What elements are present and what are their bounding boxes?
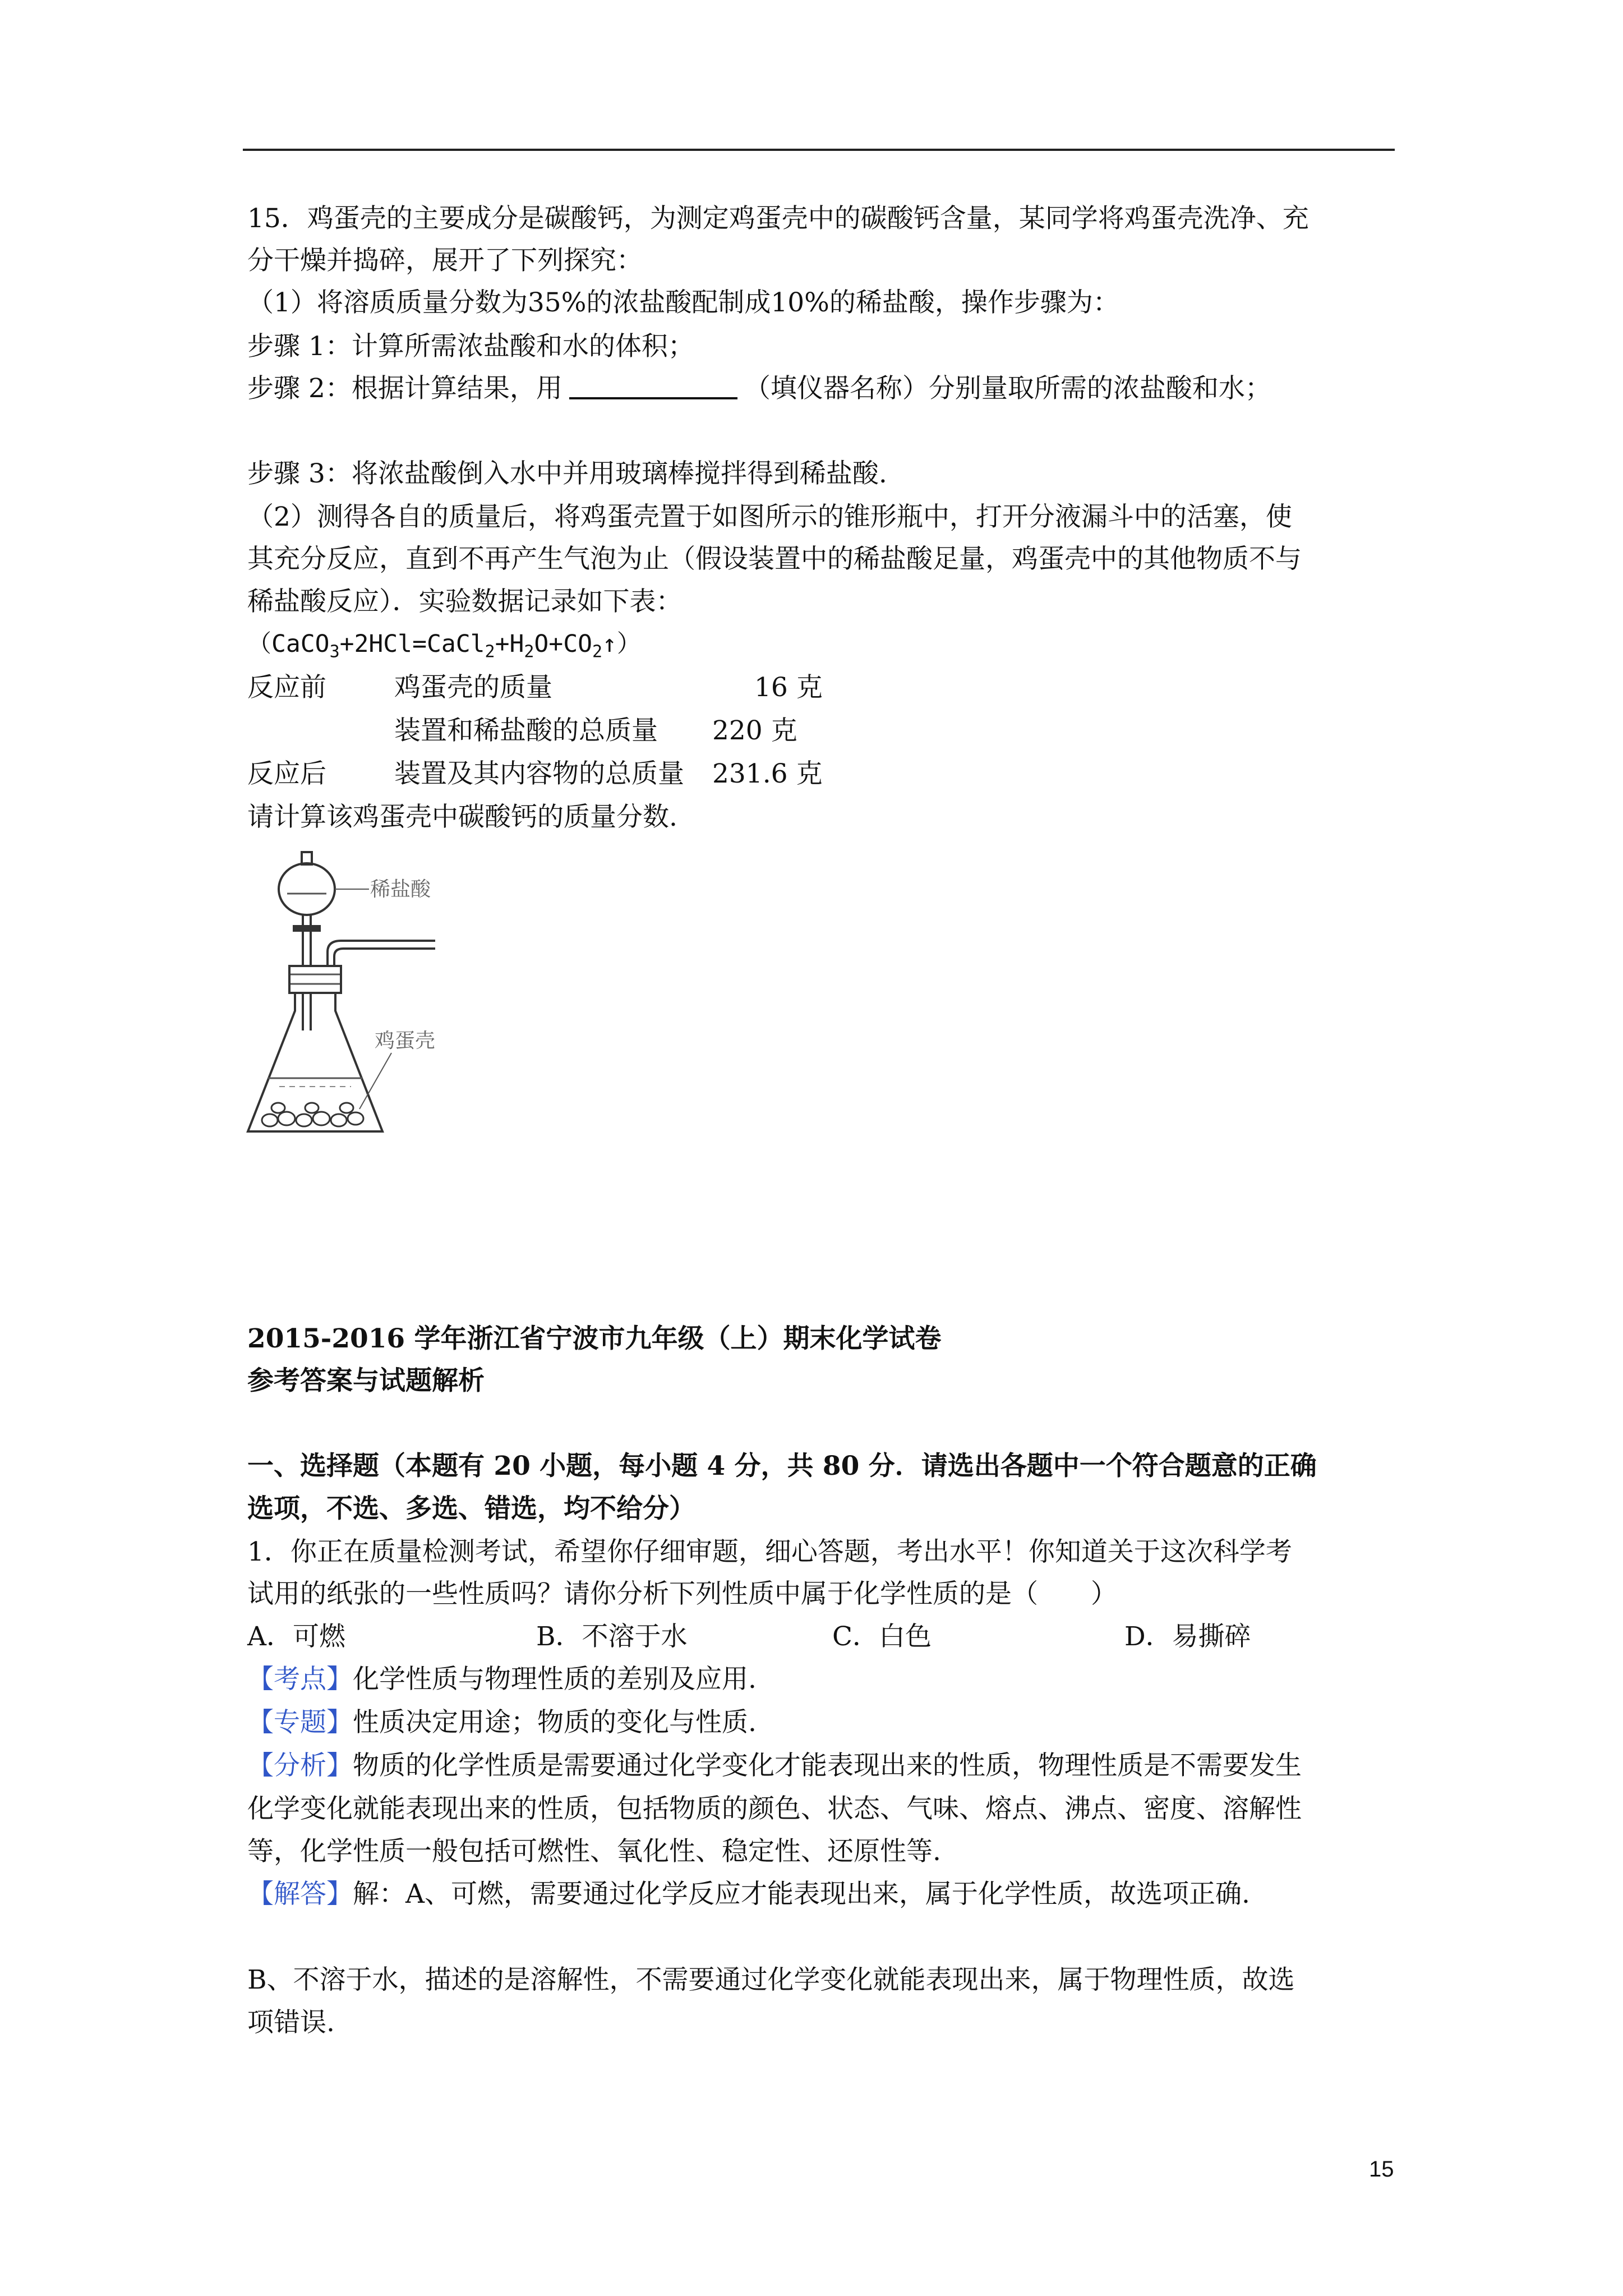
table-stage: 反应后 — [247, 758, 326, 789]
section-heading-line-1: 一、选择题（本题有 20 小题，每小题 4 分，共 80 分．请选出各题中一个符合题意的正确 — [247, 1451, 1317, 1481]
q1-line-2: 试用的纸张的一些性质吗？请你分析下列性质中属于化学性质的是（ ） — [247, 1579, 1117, 1609]
fenxi-line-2: 化学变化就能表现出来的性质，包括物质的颜色、状态、气味、熔点、沸点、密度、溶解性 — [247, 1793, 1302, 1824]
fenxi-tag: 【分析】 — [247, 1750, 353, 1781]
option-d: D．易撕碎 — [1124, 1621, 1251, 1652]
table-item: 鸡蛋壳的质量 — [394, 672, 552, 703]
zhuanti-tag: 【专题】 — [247, 1707, 353, 1738]
q15-part2-line-1: （2）测得各自的质量后，将鸡蛋壳置于如图所示的锥形瓶中，打开分液漏斗中的活塞，使 — [247, 501, 1292, 532]
section-heading-line-2: 选项，不选、多选、错选，均不给分） — [247, 1493, 695, 1524]
header-rule — [243, 149, 1395, 151]
kaodian-line: 【考点】化学性质与物理性质的差别及应用. — [247, 1664, 757, 1695]
explain-b-line-1: B、不溶于水，描述的是溶解性，不需要通过化学变化就能表现出来，属于物理性质，故选 — [247, 1964, 1295, 1995]
q15-line-2: 分干燥并捣碎，展开了下列探究： — [247, 245, 643, 276]
table-value: 220 克 — [712, 715, 797, 746]
table-item: 装置和稀盐酸的总质量 — [394, 715, 658, 746]
apparatus-figure — [245, 840, 452, 1148]
q15-step2 — [247, 372, 1271, 406]
jieda-line: 【解答】解：A、可燃，需要通过化学反应才能表现出来，属于化学性质，故选项正确. — [247, 1879, 1250, 1910]
q15-part2-line-2: 其充分反应，直到不再产生气泡为止（假设装置中的稀盐酸足量，鸡蛋壳中的其他物质不与 — [247, 544, 1302, 574]
q15-part2-line-3: 稀盐酸反应）．实验数据记录如下表： — [247, 586, 683, 617]
q15-line-1: 15．鸡蛋壳的主要成分是碳酸钙，为测定鸡蛋壳中的碳酸钙含量，某同学将鸡蛋壳洗净、充 — [247, 203, 1309, 234]
label-acid: 稀盐酸 — [370, 878, 431, 901]
q15-question: 请计算该鸡蛋壳中碳酸钙的质量分数. — [247, 802, 677, 832]
q15-part1: （1）将溶质质量分数为35%的浓盐酸配制成10%的稀盐酸，操作步骤为： — [247, 287, 1119, 318]
fenxi-line-1: 【分析】物质的化学性质是需要通过化学变化才能表现出来的性质，物理性质是不需要发生 — [247, 1750, 1302, 1781]
page-number: 15 — [1369, 2157, 1394, 2182]
option-a: A．可燃 — [247, 1621, 345, 1652]
jieda-tag: 【解答】 — [247, 1879, 353, 1910]
chemical-equation: $(CaCO_3+2HCl=CaCl_2+H_2O+CO_2↑)$ — [247, 630, 641, 662]
q15-step3: 步骤 3：将浓盐酸倒入水中并用玻璃棒搅拌得到稀盐酸. — [247, 458, 887, 489]
table-value: 231.6 克 — [712, 758, 823, 789]
answers-title: 2015-2016 学年浙江省宁波市九年级（上）期末化学试卷 — [247, 1323, 942, 1354]
fenxi-line-3: 等，化学性质一般包括可燃性、氧化性、稳定性、还原性等. — [247, 1836, 941, 1867]
step2-suffix: （填仪器名称）分别量取所需的浓盐酸和水； — [744, 373, 1271, 404]
option-c: C．白色 — [832, 1621, 932, 1652]
table-item: 装置及其内容物的总质量 — [394, 758, 684, 789]
table-value: 16 克 — [754, 672, 823, 703]
explain-b-line-2: 项错误. — [247, 2007, 335, 2038]
zhuanti-line: 【专题】性质决定用途；物质的变化与性质. — [247, 1707, 757, 1738]
q15-step1: 步骤 1：计算所需浓盐酸和水的体积； — [247, 331, 694, 362]
step2-prefix: 步骤 2：根据计算结果，用 — [247, 373, 562, 404]
answers-subtitle: 参考答案与试题解析 — [247, 1365, 485, 1396]
label-shell: 鸡蛋壳 — [375, 1029, 436, 1052]
q1-line-1: 1．你正在质量检测考试，希望你仔细审题，细心答题，考出水平！你知道关于这次科学考 — [247, 1536, 1292, 1567]
answer-blank[interactable] — [569, 375, 737, 399]
option-b: B．不溶于水 — [536, 1621, 688, 1652]
table-stage: 反应前 — [247, 672, 326, 703]
kaodian-tag: 【考点】 — [247, 1664, 353, 1695]
